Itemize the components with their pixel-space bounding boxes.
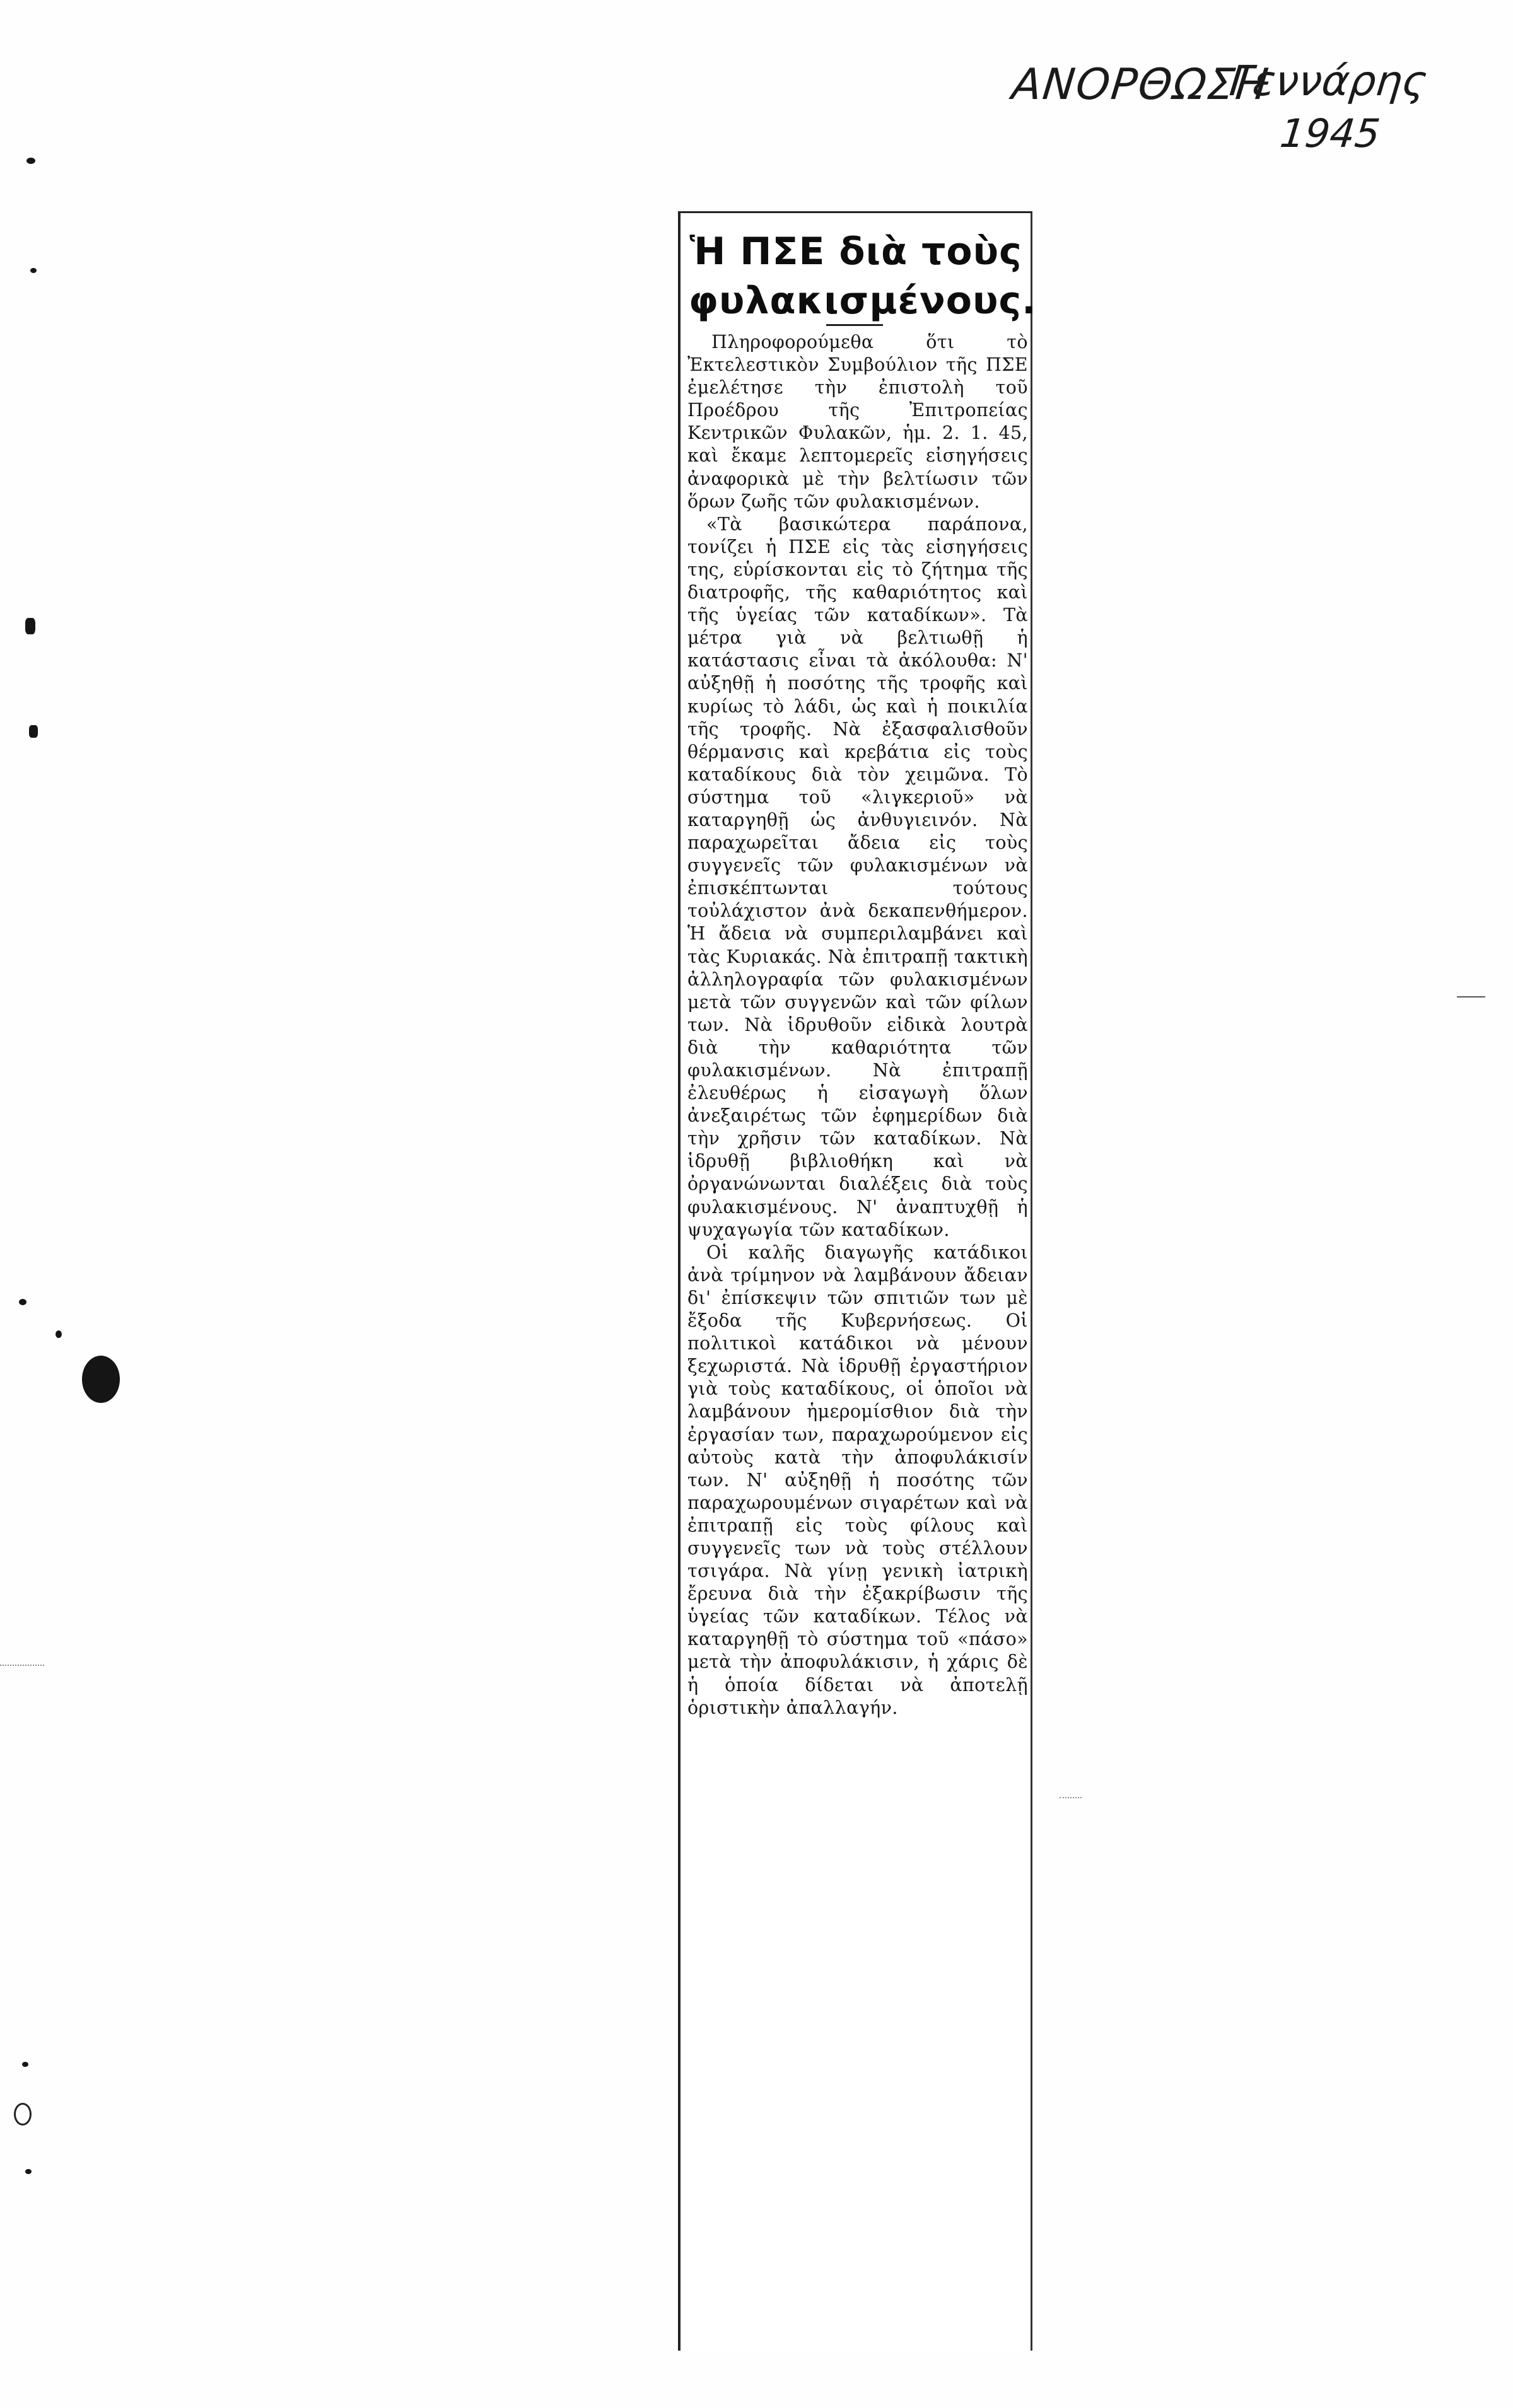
handwritten-month: Γεννάρης: [1227, 57, 1430, 105]
scan-speck: [19, 1299, 26, 1305]
scan-speck: [25, 2169, 32, 2174]
article-paragraph-3: Οἱ καλῆς διαγωγῆς κατάδικοι ἀνὰ τρίμηνον νὰ λαμβάνουν ἄδειαν δι' ἐπίσκεψιν τῶν σπιτιῶν των μὲ ἔξοδα τῆς Κυβερνήσεως. Οἱ πολιτικοὶ κατάδικοι νὰ μένουν ξεχωριστά. Νὰ ἱδρυθῇ ἐργαστήριον γιὰ τοὺς καταδίκους, οἱ ὁποῖοι νὰ λαμβάνουν ἡμερομίσθιον διὰ τὴν ἐργασίαν των, παραχωρούμενον εἰς αὐτοὺς κατὰ τὴν ἀποφυλάκισίν των. Ν' αὐξηθῇ ἡ ποσότης τῶν παραχωρουμένων σιγαρέτων καὶ νὰ ἐπιτραπῇ εἰς τοὺς φίλους καὶ συγγενεῖς των νὰ τοὺς στέλλουν τσιγάρα. Νὰ γίνῃ γενικὴ ἰατρικὴ ἔρευνα διὰ τὴν ἐξακρίβωσιν τῆς ὑγείας τῶν καταδίκων. Τέλος νὰ καταργηθῇ τὸ σύστημα τοῦ «πάσο» μετὰ τὴν ἀποφυλάκισιν, ἡ χάρις δὲ ἡ ὁποία δίδεται νὰ ἀποτελῇ ὁριστικὴν ἀπαλλαγήν.: [687, 1242, 1028, 1718]
handwritten-year: 1945: [1278, 110, 1382, 156]
article-paragraph-2: «Τὰ βασικώτερα παράπονα, τονίζει ἡ ΠΣΕ εἰς τὰς εἰσηγήσεις της, εὑρίσκονται εἰς τὸ ζήτημα τῆς διατροφῆς, τῆς καθαριότητος καὶ τῆς ὑγείας τῶν καταδίκων». Τὰ μέτρα γιὰ νὰ βελτιωθῇ ἡ κατάστασις εἶναι τὰ ἀκόλουθα: Ν' αὐξηθῇ ἡ ποσότης τῆς τροφῆς καὶ κυρίως τὸ λάδι, ὡς καὶ ἡ ποικιλία τῆς τροφῆς. Νὰ ἐξασφαλισθοῦν θέρμανσις καὶ κρεβάτια εἰς τοὺς καταδίκους διὰ τὸν χειμῶνα. Τὸ σύστημα τοῦ «λιγκεριοῦ» νὰ καταργηθῇ ὡς ἀνθυγιεινόν. Νὰ παραχωρεῖται ἄδεια εἰς τοὺς συγγενεῖς τῶν φυλακισμένων νὰ ἐπισκέπτωνται τούτους τοὐλάχιστον ἀνὰ δεκαπενθήμερον. Ἡ ἄδεια νὰ συμπεριλαμβάνει καὶ τὰς Κυριακάς. Νὰ ἐπιτραπῇ τακτικὴ ἀλληλογραφία τῶν φυλακισμένων μετὰ τῶν συγγενῶν καὶ τῶν φίλων των. Νὰ ἱδρυθοῦν εἰδικὰ λουτρὰ διὰ τὴν καθαριότητα τῶν φυλακισμένων. Νὰ ἐπιτραπῇ ἐλευθέρως ἡ εἰσαγωγὴ ὅλων ἀνεξαιρέτως τῶν ἐφημερίδων διὰ τὴν χρῆσιν τῶν καταδίκων. Νὰ ἱδρυθῇ βιβλιοθήκη καὶ νὰ ὀργανώνωνται διαλέξεις διὰ τοὺς φυλακισμένους. Ν' ἀναπτυχθῇ ἡ ψυχαγωγία τῶν καταδίκων.: [687, 513, 1028, 1240]
handwritten-newspaper-name: ΑΝΟΡΘΩΣΗ: [1009, 60, 1272, 110]
scan-speck: [26, 158, 35, 164]
scan-mark: [0, 1665, 44, 1666]
headline-line-2: φυλακισμένους.: [689, 279, 1037, 323]
article-paragraph-1: Πληροφορούμεθα ὅτι τὸ Ἐκτελεστικὸν Συμβούλιον τῆς ΠΣΕ ἐμελέτησε τὴν ἐπιστολὴ τοῦ Προέδρου τῆς Ἐπιτροπείας Κεντρικῶν Φυλακῶν, ἡμ. 2. 1. 45, καὶ ἔκαμε λεπτομερεῖς εἰσηγήσεις ἀναφορικὰ μὲ τὴν βελτίωσιν τῶν ὅρων ζωῆς τῶν φυλακισμένων.: [687, 332, 1028, 512]
article-body: [687, 331, 1028, 1719]
scan-mark: [1457, 996, 1485, 998]
scan-speck: [25, 618, 35, 634]
scan-speck: [30, 268, 37, 273]
scan-speck: [22, 2062, 28, 2067]
scan-speck: [29, 725, 38, 738]
scan-ink-blot: [82, 1356, 120, 1403]
scan-speck: [55, 1330, 62, 1338]
scan-mark: [1060, 1797, 1082, 1798]
article-headline: [689, 227, 1037, 325]
headline-line-1: Ἡ ΠΣΕ διὰ τοὺς: [689, 230, 1022, 274]
scan-speck: [14, 2103, 32, 2126]
headline-rule: [826, 324, 883, 326]
